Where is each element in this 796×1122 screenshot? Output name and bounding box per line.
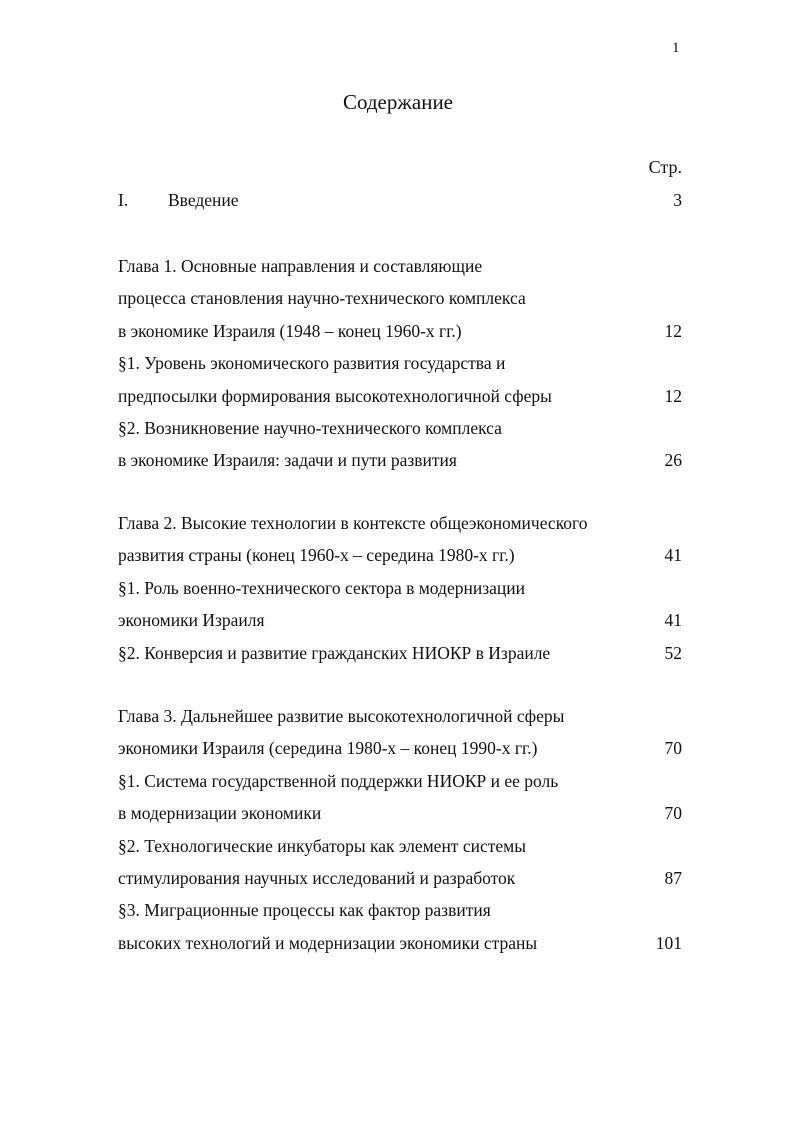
toc-line-text: процесса становления научно-технического комплекса xyxy=(118,288,526,309)
toc-line-text: высоких технологий и модернизации экономики страны xyxy=(118,932,538,953)
toc-line-page: 12 xyxy=(664,385,682,406)
toc-line-text: в модернизации экономики xyxy=(118,803,322,824)
toc-line xyxy=(118,282,682,314)
toc-line-text: §1. Уровень экономического развития государства и xyxy=(118,353,506,374)
toc-line xyxy=(118,412,682,444)
toc-line-page: 101 xyxy=(655,932,682,953)
page-number: 1 xyxy=(672,40,680,56)
toc-line xyxy=(118,380,682,412)
toc-line-page: 41 xyxy=(664,610,682,631)
toc-line-text: в экономике Израиля: задачи и пути развития xyxy=(118,450,457,471)
toc-line xyxy=(118,539,682,571)
toc-line-page: 70 xyxy=(664,738,682,759)
toc-entry-page: 3 xyxy=(673,190,682,210)
toc-chapter-3 xyxy=(118,700,682,959)
toc-entry-number: I. xyxy=(118,190,129,210)
toc-line-page: 52 xyxy=(664,642,682,663)
toc-line xyxy=(118,572,682,604)
toc-line-text: §2. Конверсия и развитие гражданских НИОКР в Израиле xyxy=(118,642,551,663)
toc-line xyxy=(118,732,682,764)
toc-entry-title: Введение xyxy=(168,190,239,210)
toc-line-text: развития страны (конец 1960-х – середина 1980-х гг.) xyxy=(118,545,515,566)
toc-line xyxy=(118,315,682,347)
toc-line xyxy=(118,927,682,959)
toc-line-page: 70 xyxy=(664,803,682,824)
toc-line-page: 41 xyxy=(664,545,682,566)
toc-line xyxy=(118,700,682,732)
toc-line xyxy=(118,347,682,379)
toc-line xyxy=(118,797,682,829)
toc-line-text: Глава 2. Высокие технологии в контексте общеэкономического xyxy=(118,513,588,533)
toc-line-text: §2. Возникновение научно-технического комплекса xyxy=(118,417,502,438)
toc-line-page: 26 xyxy=(664,450,682,471)
toc-line xyxy=(118,765,682,797)
toc-line xyxy=(118,507,682,539)
toc-line xyxy=(118,604,682,636)
toc-line-text: предпосылки формирования высокотехнологичной сферы xyxy=(118,385,552,406)
toc-line-text: в экономике Израиля (1948 – конец 1960-х гг.) xyxy=(118,320,462,341)
toc-line-page: 87 xyxy=(664,867,682,888)
page-title: Содержание xyxy=(342,90,454,114)
toc-line-text: экономики Израиля xyxy=(118,610,265,631)
toc-line xyxy=(118,894,682,926)
toc-line-page: 12 xyxy=(664,320,682,341)
toc-line-text: §1. Система государственной поддержки НИОКР и ее роль xyxy=(118,770,559,791)
pages-column-header: Стр. xyxy=(648,157,682,177)
toc-line-text: §3. Миграционные процессы как фактор развития xyxy=(118,900,491,921)
toc-chapter-2 xyxy=(118,507,682,669)
toc-line-text: экономики Израиля (середина 1980-х – конец 1990-х гг.) xyxy=(118,738,538,759)
toc-line xyxy=(118,830,682,862)
toc-chapter-1 xyxy=(118,250,682,477)
toc-line xyxy=(118,444,682,476)
toc-line-text: Глава 1. Основные направления и составляющие xyxy=(118,256,483,276)
toc-line-text: Глава 3. Дальнейшее развитие высокотехнологичной сферы xyxy=(118,706,565,726)
toc-line xyxy=(118,250,682,282)
toc-line xyxy=(118,637,682,669)
toc-entry-introduction xyxy=(118,188,682,212)
toc-line-text: стимулирования научных исследований и разработок xyxy=(118,867,516,888)
toc-line-text: §1. Роль военно-технического сектора в модернизации xyxy=(118,577,525,598)
toc-line-text: §2. Технологические инкубаторы как элемент системы xyxy=(118,835,526,856)
toc-line xyxy=(118,862,682,894)
